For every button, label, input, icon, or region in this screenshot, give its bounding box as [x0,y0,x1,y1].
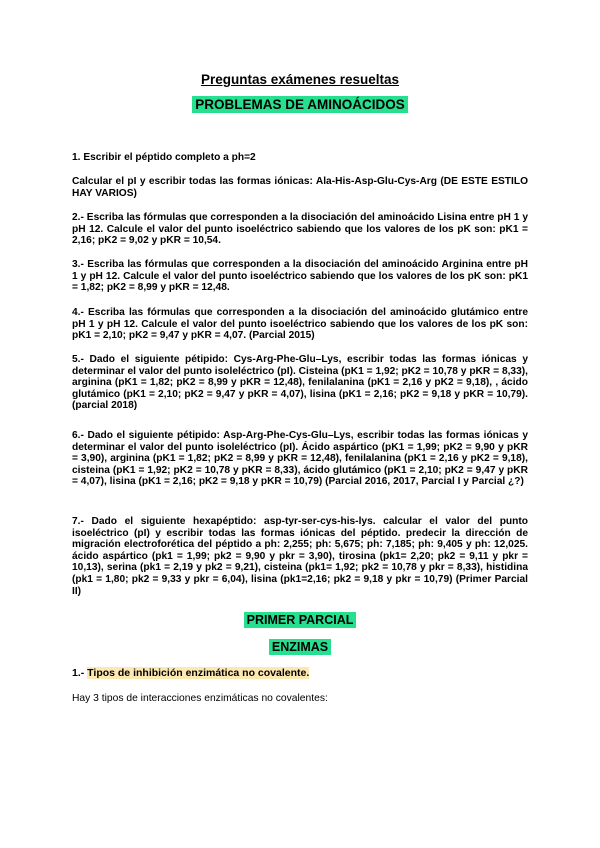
question-3: 3.- Escriba las fórmulas que corresponden a la disociación del aminoácido Arginina entre pH 1 y pH 12. Calcule el valor del punto isoeléctrico sabiendo que los valores de los pK son: pK1 = 1,82; pK2 = 8,99 y pKR = 12,48. [72,259,528,294]
question-7: 7.- Dado el siguiente hexapéptido: asp-tyr-ser-cys-his-lys. calcular el valor del punto isoeléctrico (pI) y escribir todas las formas iónicas del péptido. predecir la dirección de migración electroforética del péptido a ph: 2,255; ph: 5,675; ph: 7,185; ph: 9,405 y ph: 12,025. ácido aspártico (pk1 = 1,99; pk2 = 9,90 y pkr = 3,90), tirosina (pk1= 2,20; pk2 = 9,11 y pkr = 10,13), serina (pk1 = 2,19 y pk2 = 9,21), cisteina (pk1= 1,92; pk2 = 10,78 y pkr = 8,33), histidina (pk1 = 1,80; pk2 = 9,33 y pkr = 6,04), lisina (pk1=2,16; pk2 = 9,18 y pkr = 10,79) (Primer Parcial II) [72,516,528,597]
enzyme-question-label: Tipos de inhibición enzimática no covalente. [87,667,310,679]
question-6: 6.- Dado el siguiente pétipido: Asp-Arg-Phe-Cys-Glu–Lys, escribir todas las formas iónicas y determinar el valor del punto isoleléctrico (pI). Ácido aspártico (pK1 = 1,99; pK2 = 9,90 y pKR = 3,90), arginina (pK1 = 1,82; pK2 = 8,99 y pKR = 12,48), fenilalanina (pK1 = 2,16 y pK2 = 9,18), cisteina (pK1 = 1,92; pK2 = 10,78 y pKR = 8,33), ácido glutámico (pK1 = 2,10; pK2 = 9,47 y pKR = 4,07), lisina (pK1 = 2,16; pK2 = 9,18 y pKR = 10,79) (Parcial 2016, 2017, Parcial I y Parcial ¿?) [72,430,528,488]
enzyme-question [72,667,309,679]
question-2: 2.- Escriba las fórmulas que corresponden a la disociación del aminoácido Lisina entre pH 1 y pH 12. Calcule el valor del punto isoeléctrico sabiendo que los valores de los pK son: pK1 = 2,16; pK2 = 9,02 y pKR = 10,54. [72,212,528,247]
question-1: 1. Escribir el péptido completo a ph=2 [72,152,256,163]
page-title: Preguntas exámenes resueltas [200,72,400,87]
enzyme-text: Hay 3 tipos de interacciones enzimáticas no covalentes: [72,693,328,704]
enzimas-heading-label: ENZIMAS [269,639,331,655]
enzimas-heading [0,640,600,654]
section-heading-label: PROBLEMAS DE AMINOÁCIDOS [192,96,408,113]
question-4: 4.- Escriba las fórmulas que corresponden a la disociación del aminoácido glutámico entre pH 1 y pH 12. Calcule el valor del punto isoeléctrico sabiendo que los valores de los pK son: pK1 = 2,10; pK2 = 9,47 y pKR = 4,07. (Parcial 2015) [72,307,528,342]
parcial-heading-label: PRIMER PARCIAL [244,612,357,628]
enzyme-question-number: 1.- [72,667,88,679]
section-heading [0,97,600,112]
question-5: 5.- Dado el siguiente pétipido: Cys-Arg-Phe-Glu–Lys, escribir todas las formas iónicas y determinar el valor del punto isoleléctrico (pI). Cisteina (pK1 = 1,92; pK2 = 10,78 y pKR = 8,33), arginina (pK1 = 1,82; pK2 = 8,99 y pKR = 12,48), fenilalanina (pK1 = 2,16 y pK2 = 9,18), , ácido glutámico (pK1 = 2,10; pK2 = 9,47 y pKR = 4,07), lisina (pK1 = 2,16; pK2 = 9,18 y pKR = 10,79). (parcial 2018) [72,354,528,412]
parcial-heading [0,613,600,627]
question-1-detail: Calcular el pI y escribir todas las formas iónicas: Ala-His-Asp-Glu-Cys-Arg (DE ESTE ESTILO HAY VARIOS) [72,176,528,199]
